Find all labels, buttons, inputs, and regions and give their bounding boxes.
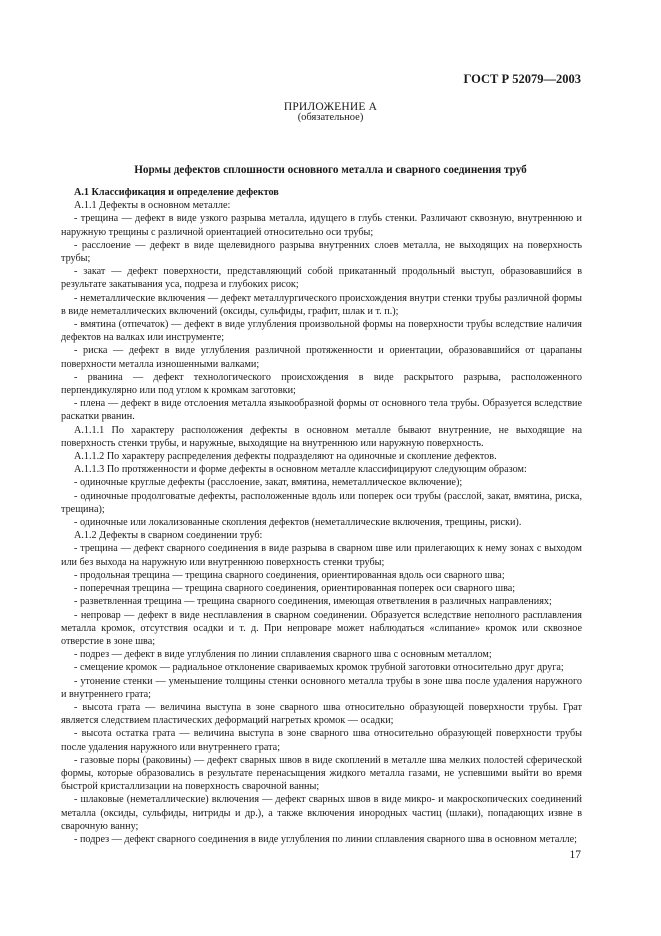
paragraph: А.1.1 Дефекты в основном металле:	[74, 200, 231, 212]
paragraph: - риска — дефект в виде углубления различной протяженности и ориентации, образовавшийся от царапаны поверхности металла изношенными валками;	[61, 345, 582, 370]
paragraph: - газовые поры (раковины) — дефект сварных швов в виде скоплений в металле шва мелких полостей сферической формы, которые образовались в результате перенасыщения жидкого металла газами, не успевшими выйти во время быстрой кристаллизации на поверхность сварочной ванны;	[61, 754, 582, 793]
paragraph: - подрез — дефект сварного соединения в виде углубления по линии сплавления сварного шва в основном металле;	[74, 833, 577, 845]
paragraph: - утонение стенки — уменьшение толщины стенки основного металла трубы в зоне шва после удаления наружного и внутреннего грата;	[61, 675, 582, 700]
paragraph: - рванина — дефект технологического происхождения в виде раскрытого разрыва, расположенного перпендикулярно или под углом к кромкам заготовки;	[61, 371, 582, 397]
paragraph: - расслоение — дефект в виде щелевидного разрыва внутренних слоев металла, не выходящих на поверхность трубы;	[61, 239, 582, 265]
document-body	[61, 184, 582, 846]
paragraph: - трещина — дефект сварного соединения в виде разрыва в сварном шве или прилегающих к нему зонах с выходом или без выхода на наружную или внутреннюю поверхность стенки трубы;	[61, 543, 582, 568]
paragraph: - шлаковые (неметаллические) включения — дефект сварных швов в виде микро- и макроскопических соединений металла (оксиды, сульфиды, нитриды и др.), а также включения инородных частиц (шлаки), попадающих извне в сварочную ванну;	[61, 794, 582, 832]
paragraph: А.1.1.2 По характеру распределения дефекты подразделяют на одиночные и скопление дефектов.	[74, 451, 497, 463]
appendix-subtitle: (обязательное)	[297, 112, 364, 123]
paragraph: - непровар — дефект в виде несплавления в сварном соединении. Образуется вследствие неполного расплавления металла кромок, отсутствия осадки и т. д. При непроваре может наблюдаться «слипание» кромок или сквозное отверстие в зоне шва;	[61, 609, 582, 647]
paragraph: - неметаллические включения — дефект металлургического происхождения внутри стенки трубы различной формы в виде неметаллических включений (оксиды, сульфиды, графит, шлак и т. п.);	[61, 292, 582, 317]
paragraph: - трещина — дефект в виде узкого разрыва металла, идущего в глубь стенки. Различают сквозную, внутреннюю и наружную трещины с различной ориентацией относительно оси трубы;	[61, 213, 582, 238]
paragraph: А.1.2 Дефекты в сварном соединении труб:	[74, 530, 263, 542]
page-number: 17	[569, 849, 581, 861]
document-code-header: ГОСТ Р 52079—2003	[463, 72, 581, 86]
paragraph: - высота остатка грата — величина выступа в зоне сварного шва относительно образующей поверхности трубы после удаления наружного или внутреннего грата;	[61, 728, 582, 753]
paragraph: А.1.1.3 По протяженности и форме дефекты в основном металле классифицируют следующим образом:	[74, 464, 527, 476]
paragraph: - одиночные круглые дефекты (расслоение, закат, вмятина, неметаллическое включение);	[74, 477, 463, 489]
paragraph: - высота грата — величина выступа в зоне сварного шва относительно образующей поверхности трубы. Грат является следствием пластических деформаций нагретых кромок — осадки;	[61, 701, 582, 727]
paragraph: А.1.1.1 По характеру расположения дефекты в основном металле бывают внутренние, не выходящие на поверхность стенки трубы, и наружные, выходящие на внутреннюю или наружную поверхность.	[61, 424, 582, 449]
paragraph: - вмятина (отпечаток) — дефект в виде углубления произвольной формы на поверхности трубы вследствие наличия дефектов на валках или инструменте;	[61, 319, 582, 344]
document-title: Нормы дефектов сплошности основного металла и сварного соединения труб	[134, 164, 527, 176]
appendix-title: ПРИЛОЖЕНИЕ А	[283, 101, 378, 113]
appendix-heading	[0, 101, 661, 123]
section-heading: А.1 Классификация и определение дефектов	[74, 187, 279, 198]
paragraph: - одиночные или локализованные скопления дефектов (неметаллические включения, трещины, риски).	[74, 517, 522, 529]
paragraph: - плена — дефект в виде отслоения металла языкообразной формы от основного тела трубы. Образуется вследствие раскатки рванин.	[61, 398, 582, 423]
paragraph-list	[61, 199, 582, 846]
paragraph: - продольная трещина — трещина сварного соединения, ориентированная вдоль оси сварного шва;	[74, 569, 505, 581]
paragraph: - смещение кромок — радиальное отклонение свариваемых кромок трубной заготовки относительно друг друга;	[74, 662, 564, 674]
paragraph: - закат — дефект поверхности, представляющий собой прикатанный продольный выступ, образовавшийся в результате закатывания уса, подреза и глубоких рисок;	[61, 266, 582, 291]
paragraph: - подрез — дефект в виде углубления по линии сплавления сварного шва с основным металлом;	[74, 649, 492, 661]
paragraph: - одиночные продолговатые дефекты, расположенные вдоль или поперек оси трубы (расслой, закат, вмятина, риска, трещина);	[61, 490, 582, 515]
paragraph: - поперечная трещина — трещина сварного соединения, ориентированная поперек оси сварного шва;	[74, 583, 516, 595]
paragraph: - разветвленная трещина — трещина сварного соединения, имеющая ответвления в различных направлениях;	[74, 596, 552, 608]
